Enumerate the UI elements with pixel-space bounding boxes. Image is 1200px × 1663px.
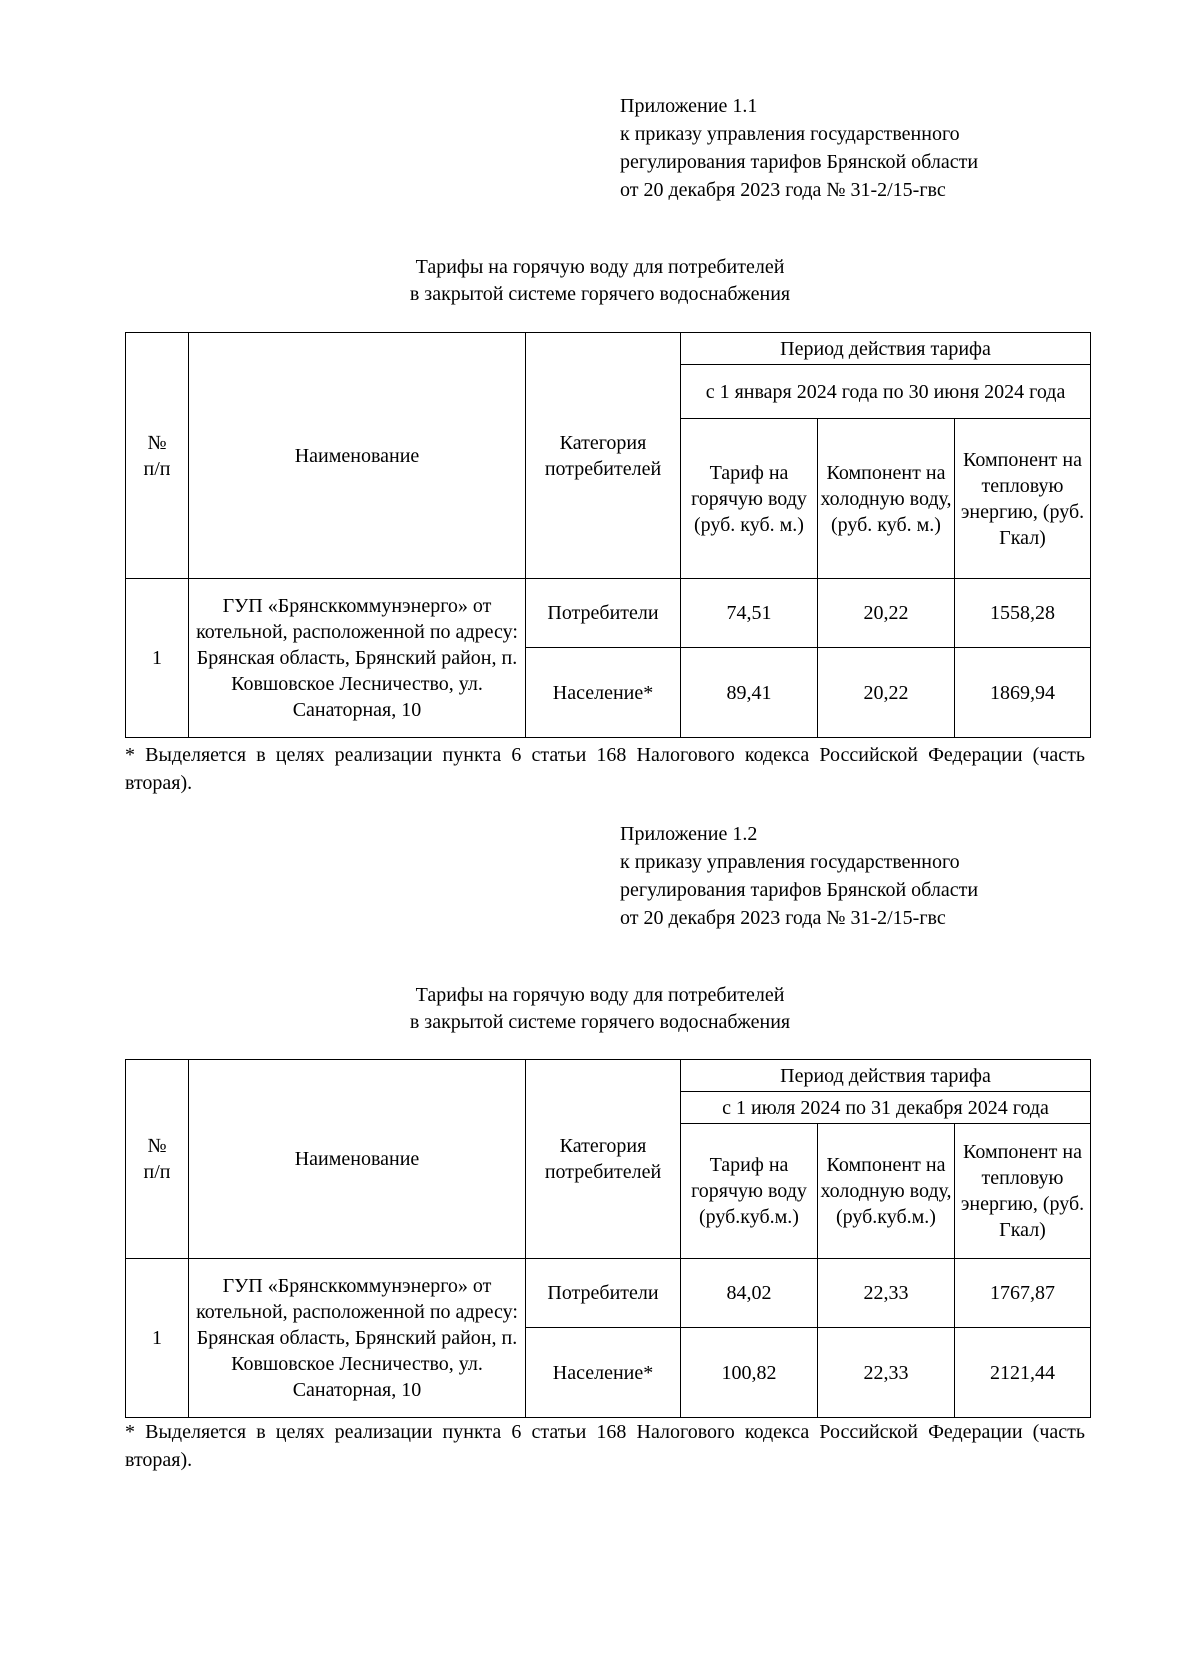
column-header-period: Период действия тарифа	[681, 333, 1091, 365]
appendix-order-line: регулирования тарифов Брянской области	[620, 151, 979, 173]
appendix-number: Приложение 1.2	[620, 823, 758, 845]
title-line: в закрытой системе горячего водоснабжения	[409, 1011, 791, 1033]
heat-energy-value: 1767,87	[955, 1259, 1091, 1328]
heat-energy-value: 2121,44	[955, 1328, 1091, 1418]
column-header-heat-energy: Компонент на тепловую энергию, (руб. Гкал)	[955, 1124, 1091, 1259]
column-header-no: № п/п	[126, 1060, 189, 1259]
row-number: 1	[126, 579, 189, 738]
column-header-no: № п/п	[126, 333, 189, 579]
appendix-header-2	[620, 820, 1180, 932]
period-range: с 1 января 2024 года по 30 июня 2024 года	[681, 365, 1091, 419]
column-header-category: Категория потребителей	[526, 1060, 681, 1259]
tariff-value: 89,41	[681, 648, 818, 738]
title-line: в закрытой системе горячего водоснабжения	[409, 283, 791, 305]
appendix-order-line: регулирования тарифов Брянской области	[620, 879, 979, 901]
category-cell: Потребители	[526, 579, 681, 648]
period-range: с 1 июля 2024 по 31 декабря 2024 года	[681, 1092, 1091, 1124]
tariff-value: 84,02	[681, 1259, 818, 1328]
appendix-order-date: от 20 декабря 2023 года № 31-2/15-гвс	[620, 179, 946, 201]
organization-name: ГУП «Брянсккоммунэнерго» от котельной, расположенной по адресу: Брянская область, Брянский район, п. Ковшовское Лесничество, ул. Санаторная, 10	[189, 579, 526, 738]
table-row	[126, 1259, 1091, 1328]
tariff-title-2	[0, 982, 1200, 1036]
footnote-1: * Выделяется в целях реализации пункта 6 статьи 168 Налогового кодекса Российской Федерации (часть вторая).	[125, 744, 1085, 794]
cold-water-value: 22,33	[818, 1328, 955, 1418]
column-header-name: Наименование	[189, 333, 526, 579]
table-row	[126, 579, 1091, 648]
column-header-cold-water: Компонент на холодную воду, (руб. куб. м.)	[818, 419, 955, 579]
cold-water-value: 22,33	[818, 1259, 955, 1328]
cold-water-value: 20,22	[818, 579, 955, 648]
column-header-category: Категория потребителей	[526, 333, 681, 579]
heat-energy-value: 1558,28	[955, 579, 1091, 648]
column-header-heat-energy: Компонент на тепловую энергию, (руб. Гкал)	[955, 419, 1091, 579]
heat-energy-value: 1869,94	[955, 648, 1091, 738]
title-line: Тарифы на горячую воду для потребителей	[415, 984, 785, 1006]
tariff-table-2	[125, 1059, 1091, 1418]
appendix-order-line: к приказу управления государственного	[620, 123, 960, 145]
row-number: 1	[126, 1259, 189, 1418]
appendix-order-line: к приказу управления государственного	[620, 851, 960, 873]
column-header-name: Наименование	[189, 1060, 526, 1259]
tariff-table-1	[125, 332, 1091, 738]
title-line: Тарифы на горячую воду для потребителей	[415, 256, 785, 278]
column-header-cold-water: Компонент на холодную воду, (руб.куб.м.)	[818, 1124, 955, 1259]
appendix-order-date: от 20 декабря 2023 года № 31-2/15-гвс	[620, 907, 946, 929]
category-cell: Потребители	[526, 1259, 681, 1328]
organization-name: ГУП «Брянсккоммунэнерго» от котельной, расположенной по адресу: Брянская область, Брянский район, п. Ковшовское Лесничество, ул. Санаторная, 10	[189, 1259, 526, 1418]
cold-water-value: 20,22	[818, 648, 955, 738]
column-header-tariff: Тариф на горячую воду (руб.куб.м.)	[681, 1124, 818, 1259]
appendix-header-1	[620, 92, 1180, 204]
tariff-title-1	[0, 254, 1200, 308]
category-cell: Население*	[526, 648, 681, 738]
category-cell: Население*	[526, 1328, 681, 1418]
column-header-tariff: Тариф на горячую воду (руб. куб. м.)	[681, 419, 818, 579]
tariff-value: 74,51	[681, 579, 818, 648]
appendix-number: Приложение 1.1	[620, 95, 758, 117]
tariff-value: 100,82	[681, 1328, 818, 1418]
column-header-period: Период действия тарифа	[681, 1060, 1091, 1092]
footnote-2: * Выделяется в целях реализации пункта 6 статьи 168 Налогового кодекса Российской Федерации (часть вторая).	[125, 1421, 1085, 1471]
